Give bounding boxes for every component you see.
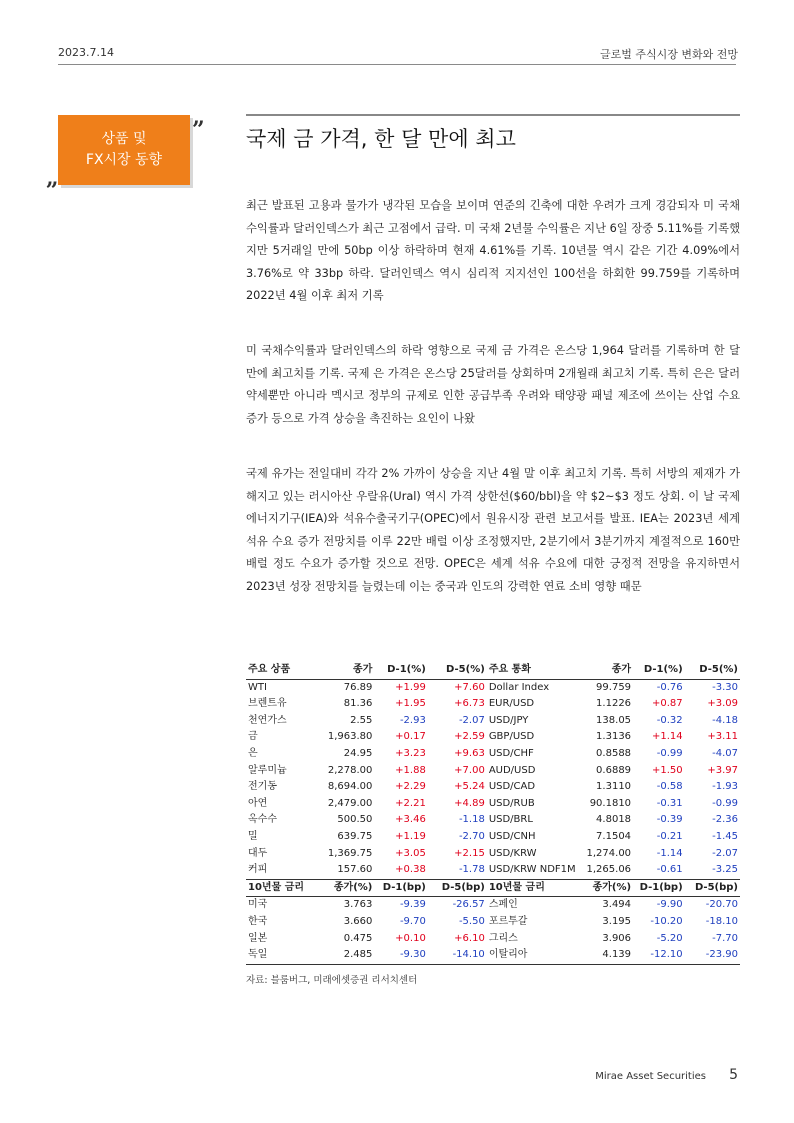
commodity-d1: +3.05 <box>395 847 426 859</box>
commodity-d1: +1.99 <box>395 681 426 693</box>
commodity-name: 브렌트유 <box>248 698 287 710</box>
currency-d5: -2.36 <box>712 814 738 826</box>
currency-name: USD/CNH <box>488 830 536 842</box>
bond-d5-2: -20.70 <box>705 899 738 911</box>
header-bond-d5-2: D-5(bp) <box>685 879 740 897</box>
bond-d1-2: -10.20 <box>650 915 683 927</box>
currency-close: 90.1810 <box>589 797 632 809</box>
open-quote-icon: ” <box>192 117 205 143</box>
table-row <box>246 696 740 713</box>
commodity-d5: -2.70 <box>458 830 485 842</box>
section-tag-line1: 상품 및 <box>101 131 147 147</box>
currency-d1: +1.50 <box>652 764 683 776</box>
article-paragraph-2: 미 국채수익률과 달러인덱스의 하락 영향으로 국제 금 가격은 온스당 1,964 달러를 기록하며 한 달 만에 최고치를 기록. 국제 은 가격은 온스당 25달러를 상회하며 2개월래 최고치 기록. 특히 은은 달러 약세뿐만 아니라 멕시코 정부의 규제로 인한 공급부족 우려와 태양광 패널 제조에 쓰이는 산업 수요 증가 등으로 가격 상승을 촉진하는 요인이 나왔 <box>246 344 740 425</box>
currency-d5: -0.99 <box>712 797 738 809</box>
header-date: 2023.7.14 <box>58 46 114 59</box>
bond-d1: -9.39 <box>399 899 426 911</box>
header-d1: D-1(%) <box>374 662 427 679</box>
currency-d5: +3.97 <box>707 764 738 776</box>
commodity-name: 은 <box>248 747 258 759</box>
commodity-d1: +3.23 <box>395 747 426 759</box>
bond-country-2: 포르투갈 <box>488 915 528 927</box>
currency-d1: +1.14 <box>652 731 683 743</box>
currency-d5: -3.30 <box>712 681 738 693</box>
header-bond-close: 종가(%) <box>306 879 374 897</box>
bond-country-2: 이탈리아 <box>487 947 578 964</box>
market-table-header <box>246 662 740 679</box>
currency-d1: -0.99 <box>656 747 683 759</box>
commodity-d5: +2.59 <box>454 731 485 743</box>
page-number: 5 <box>729 1067 738 1083</box>
table-row <box>246 679 740 696</box>
footer-brand: Mirae Asset Securities <box>595 1071 706 1082</box>
currency-name: USD/CHF <box>488 747 534 759</box>
title-divider <box>246 114 740 116</box>
currency-name: USD/KRW NDF1M <box>487 862 578 879</box>
commodity-d1: +1.95 <box>395 698 426 710</box>
commodity-d5: -1.78 <box>428 862 487 879</box>
commodity-d1: +0.17 <box>395 731 426 743</box>
bond-d1: -9.30 <box>374 947 427 964</box>
commodity-name: 천연가스 <box>248 714 287 726</box>
commodity-close: 81.36 <box>343 698 373 710</box>
commodity-name: 알루미늄 <box>248 764 287 776</box>
currency-d5: +3.09 <box>707 698 738 710</box>
commodity-name: 밀 <box>248 830 258 842</box>
commodity-d5: +7.60 <box>454 681 485 693</box>
currency-d1: -0.32 <box>656 714 683 726</box>
currency-d1: -0.21 <box>656 830 683 842</box>
currency-d5: -2.07 <box>712 847 738 859</box>
bond-country-2: 스페인 <box>488 899 518 911</box>
bond-country: 한국 <box>248 915 268 927</box>
currency-d5: -4.18 <box>712 714 738 726</box>
table-source: 자료: 블룸버그, 미래에셋증권 리서치센터 <box>246 975 418 986</box>
table-row <box>246 763 740 780</box>
currency-d1: -0.39 <box>656 814 683 826</box>
bond-country: 일본 <box>248 932 268 944</box>
currency-close: 1.3110 <box>596 781 632 793</box>
header-bond-name: 10년물 금리 <box>246 879 306 897</box>
currency-name: EUR/USD <box>488 698 535 710</box>
bond-d1: -9.70 <box>399 915 426 927</box>
bond-close: 3.660 <box>343 915 373 927</box>
commodity-close: 8,694.00 <box>327 781 373 793</box>
commodity-d5: -2.07 <box>458 714 485 726</box>
table-row <box>246 846 740 863</box>
commodity-name: 아연 <box>248 797 268 809</box>
currency-close: 0.6889 <box>596 764 632 776</box>
table-row <box>246 746 740 763</box>
header-bond-name-2: 10년물 금리 <box>487 879 578 897</box>
commodity-close: 500.50 <box>337 814 373 826</box>
bond-close: 2.485 <box>306 947 374 964</box>
commodity-name: 전기동 <box>248 781 277 793</box>
currency-close: 138.05 <box>596 714 632 726</box>
header-close: 종가 <box>306 662 374 679</box>
bond-close-2: 4.139 <box>578 947 633 964</box>
bond-d1-2: -9.90 <box>656 899 683 911</box>
header-bond-d1: D-1(bp) <box>374 879 427 897</box>
header-d1-fx: D-1(%) <box>633 662 685 679</box>
commodity-d5: -1.18 <box>458 814 485 826</box>
header-d5-fx: D-5(%) <box>685 662 740 679</box>
header-divider <box>58 64 736 65</box>
commodity-d5: +5.24 <box>454 781 485 793</box>
currency-name: Dollar Index <box>488 681 550 693</box>
currency-close: 1.3136 <box>596 731 632 743</box>
bond-d5: -5.50 <box>458 915 485 927</box>
article-paragraph-3: 국제 유가는 전일대비 각각 2% 가까이 상승을 지난 4월 말 이후 최고치 기록. 특히 서방의 제재가 가해지고 있는 러시아산 우랄유(Ural) 역시 가격 상한선($60/bbl)을 약 $2~$3 정도 상회. 이 날 국제에너지기구(IEA)와 석유수출국기구(OPEC)에서 원유시장 관련 보고서를 발표. IEA는 2023년 세계 석유 수요 증가 전망치를 이루 22만 배럴 이상 조정했지만, 2분기에서 3분기까지 계절적으로 160만 배럴 정도 수요가 증가할 것으로 전망. OPEC은 세계 석유 수요에 대한 긍정적 전망을 유지하면서 2023년 성장 전망치를 늘렸는데 이는 중국과 인도의 강력한 연료 소비 영향 때문 <box>246 467 740 593</box>
commodity-name: 대두 <box>248 847 268 859</box>
commodity-name: 옥수수 <box>248 814 277 826</box>
commodity-close: 2,278.00 <box>327 764 373 776</box>
bond-d1-2: -5.20 <box>656 932 683 944</box>
table-row <box>246 862 740 879</box>
bond-d5: +6.10 <box>454 932 485 944</box>
bond-d1-2: -12.10 <box>633 947 685 964</box>
commodity-d5: +6.73 <box>454 698 485 710</box>
table-row <box>246 812 740 829</box>
currency-close: 7.1504 <box>596 830 632 842</box>
currency-d1: -1.14 <box>656 847 683 859</box>
header-d5: D-5(%) <box>428 662 487 679</box>
currency-close: 99.759 <box>596 681 632 693</box>
header-report-title: 글로벌 주식시장 변화와 전망 <box>599 48 738 61</box>
currency-close: 1,274.00 <box>586 847 632 859</box>
section-tag-line2: FX시장 동향 <box>85 152 163 168</box>
commodity-d5: +9.63 <box>454 747 485 759</box>
commodity-d1: +3.46 <box>395 814 426 826</box>
commodity-d1: +0.38 <box>374 862 427 879</box>
commodity-close: 639.75 <box>337 830 373 842</box>
bond-d1: +0.10 <box>395 932 426 944</box>
bond-country-2: 그리스 <box>488 932 518 944</box>
bond-country: 독일 <box>246 947 306 964</box>
commodity-close: 2.55 <box>350 714 373 726</box>
commodity-d1: -2.93 <box>399 714 426 726</box>
commodity-close: 157.60 <box>306 862 374 879</box>
currency-d1: -0.61 <box>633 862 685 879</box>
header-bond-d5: D-5(bp) <box>428 879 487 897</box>
currency-d5: -1.45 <box>712 830 738 842</box>
currency-d1: -0.31 <box>656 797 683 809</box>
bond-table-header <box>246 879 740 897</box>
bond-close: 0.475 <box>343 932 373 944</box>
bond-d5: -14.10 <box>428 947 487 964</box>
close-quote-icon: „ <box>46 165 59 191</box>
commodity-d1: +2.29 <box>395 781 426 793</box>
bond-close-2: 3.906 <box>602 932 632 944</box>
commodity-close: 1,963.80 <box>327 731 373 743</box>
currency-d5: -4.07 <box>712 747 738 759</box>
commodity-d1: +2.21 <box>395 797 426 809</box>
commodity-d5: +2.15 <box>454 847 485 859</box>
commodity-d5: +4.89 <box>454 797 485 809</box>
currency-close: 1,265.06 <box>578 862 633 879</box>
table-row <box>246 829 740 846</box>
article-paragraph-1: 최근 발표된 고용과 물가가 냉각된 모습을 보이며 연준의 긴축에 대한 우려가 크게 경감되자 미 국채수익률과 달러인덱스가 최근 고점에서 급락. 미 국채 2년물 수익률은 지난 6일 장중 5.11%를 기록했지만 5거래일 만에 50bp 이상 하락하며 현재 4.61%를 기록. 10년물 역시 같은 기간 4.09%에서 3.76%로 약 33bp 하락. 달러인덱스 역시 심리적 지지선인 100선을 하회한 99.759를 기록하며 2022년 4월 이후 최저 기록 <box>246 199 740 302</box>
currency-d5: -3.25 <box>685 862 740 879</box>
commodity-close: 2,479.00 <box>327 797 373 809</box>
header-currency: 주요 통화 <box>487 662 578 679</box>
header-commodity: 주요 상품 <box>246 662 306 679</box>
commodity-name: 커피 <box>246 862 306 879</box>
table-row <box>246 947 740 964</box>
article-title: 국제 금 가격, 한 달 만에 최고 <box>246 127 516 151</box>
currency-d1: -0.58 <box>656 781 683 793</box>
bond-close-2: 3.195 <box>602 915 632 927</box>
currency-name: USD/KRW <box>488 847 537 859</box>
currency-name: USD/BRL <box>488 814 533 826</box>
commodity-d5: +7.00 <box>454 764 485 776</box>
currency-d5: -1.93 <box>712 781 738 793</box>
table-row <box>246 914 740 931</box>
currency-close: 4.8018 <box>596 814 632 826</box>
currency-name: GBP/USD <box>488 731 535 743</box>
header-bond-d1-2: D-1(bp) <box>633 879 685 897</box>
table-row <box>246 779 740 796</box>
currency-name: USD/JPY <box>488 714 529 726</box>
table-row <box>246 897 740 914</box>
bond-country: 미국 <box>248 899 268 911</box>
commodity-close: 76.89 <box>343 681 373 693</box>
bond-d5: -26.57 <box>452 899 485 911</box>
bond-close-2: 3.494 <box>602 899 632 911</box>
bond-d5-2: -18.10 <box>705 915 738 927</box>
market-table <box>246 662 740 965</box>
table-row <box>246 713 740 730</box>
commodity-close: 24.95 <box>343 747 373 759</box>
bond-d5-2: -7.70 <box>712 932 738 944</box>
header-bond-close-2: 종가(%) <box>578 879 633 897</box>
currency-close: 0.8588 <box>596 747 632 759</box>
bond-close: 3.763 <box>343 899 373 911</box>
section-tag <box>58 115 190 185</box>
commodity-close: 1,369.75 <box>327 847 373 859</box>
commodity-d1: +1.19 <box>395 830 426 842</box>
currency-d1: -0.76 <box>656 681 683 693</box>
commodity-d1: +1.88 <box>395 764 426 776</box>
currency-d1: +0.87 <box>652 698 683 710</box>
currency-name: USD/CAD <box>488 781 536 793</box>
currency-close: 1.1226 <box>596 698 632 710</box>
commodity-name: 금 <box>248 731 258 743</box>
bond-d5-2: -23.90 <box>685 947 740 964</box>
commodity-name: WTI <box>248 681 267 693</box>
currency-name: AUD/USD <box>488 764 536 776</box>
table-row <box>246 729 740 746</box>
header-close-fx: 종가 <box>578 662 633 679</box>
currency-d5: +3.11 <box>707 731 738 743</box>
table-row <box>246 796 740 813</box>
table-row <box>246 931 740 948</box>
currency-name: USD/RUB <box>488 797 535 809</box>
